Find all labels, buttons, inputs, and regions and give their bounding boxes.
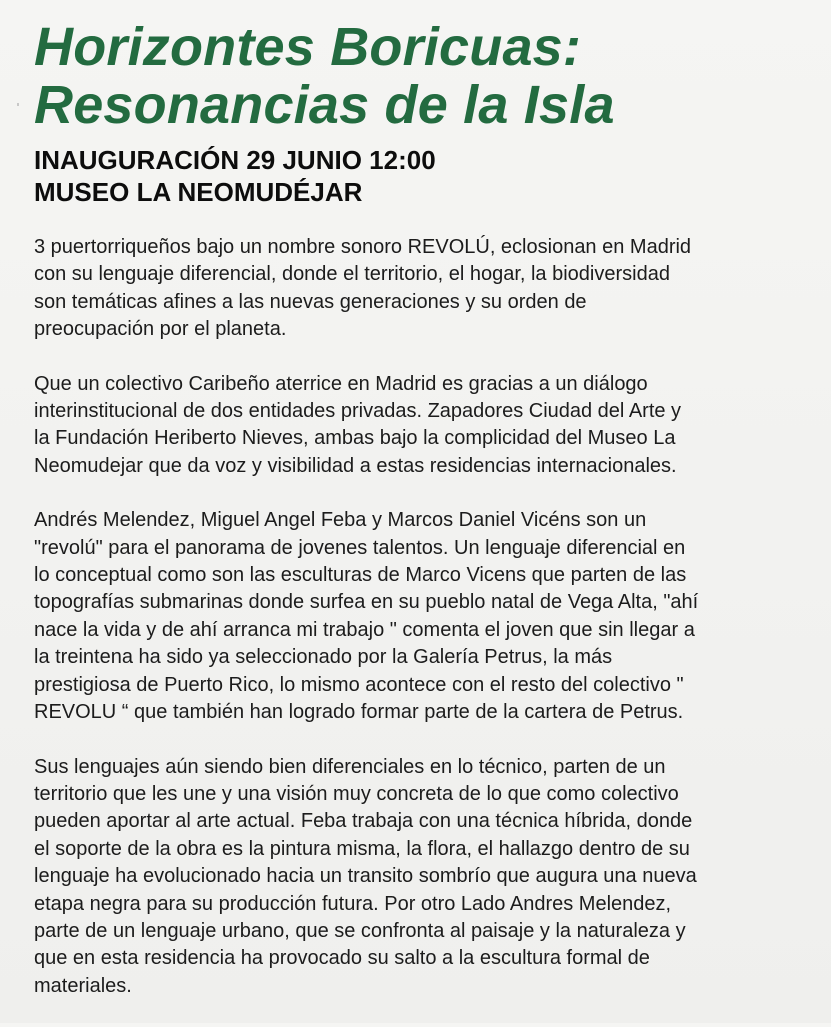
paper-speck xyxy=(17,103,19,106)
text-line: etapa negra para su producción futura. Por otro Lado Andres Melendez, xyxy=(34,892,672,915)
text-line: REVOLU “ que también han logrado formar parte de la cartera de Petrus. xyxy=(34,701,684,724)
document-page xyxy=(34,18,824,1027)
event-subtitle xyxy=(34,144,824,208)
opening-date-line: INAUGURACIÓN 29 JUNIO 12:00 xyxy=(34,145,436,175)
text-line: parte de un lenguaje urbano, que se confronta al paisaje y la naturaleza y xyxy=(34,919,686,942)
article-body xyxy=(34,234,824,1000)
text-line: pueden aportar al arte actual. Feba trabaja con una técnica híbrida, donde xyxy=(34,810,693,833)
paragraph-2 xyxy=(34,371,824,481)
text-line: el soporte de la obra es la pintura misma, la flora, el hallazgo dentro de su xyxy=(34,837,690,860)
text-line: nace la vida y de ahí arranca mi trabajo " comenta el joven que sin llegar a xyxy=(34,618,695,641)
text-line: 3 puertorriqueños bajo un nombre sonoro REVOLÚ, eclosionan en Madrid xyxy=(34,236,692,258)
paragraph-1 xyxy=(34,234,824,344)
paragraph-4 xyxy=(34,754,824,1001)
text-line: "revolú" para el panorama de jovenes talentos. Un lenguaje diferencial en xyxy=(34,536,686,559)
text-line: materiales. xyxy=(34,974,132,997)
text-line: lenguaje ha evolucionado hacia un transito sombrío que augura una nueva xyxy=(34,865,697,888)
paragraph-3 xyxy=(34,507,824,726)
text-line: con su lenguaje diferencial, donde el territorio, el hogar, la biodiversidad xyxy=(34,263,670,286)
text-line: prestigiosa de Puerto Rico, lo mismo acontece con el resto del colectivo " xyxy=(34,673,684,696)
text-line: Sus lenguajes aún siendo bien diferenciales en lo técnico, parten de un xyxy=(34,755,666,778)
title-line-1: Horizontes Boricuas: xyxy=(34,17,582,77)
text-line: interinstitucional de dos entidades privadas. Zapadores Ciudad del Arte y xyxy=(34,400,682,423)
text-line: Neomudejar que da voz y visibilidad a estas residencias internacionales. xyxy=(34,454,677,477)
text-line: preocupación por el planeta. xyxy=(34,318,287,341)
text-line: lo conceptual como son las esculturas de Marco Vicens que parten de las xyxy=(34,564,687,587)
text-line: son temáticas afines a las nuevas generaciones y su orden de xyxy=(34,290,587,313)
text-line: Andrés Melendez, Miguel Angel Feba y Marcos Daniel Vicéns son un xyxy=(34,509,647,532)
text-line: territorio que les une y una visión muy concreta de lo que como colectivo xyxy=(34,782,679,805)
text-line: Que un colectivo Caribeño aterrice en Madrid es gracias a un diálogo xyxy=(34,372,648,395)
page-title xyxy=(34,18,824,134)
text-line: que en esta residencia ha provocado su salto a la escultura formal de xyxy=(34,947,650,970)
venue-line: MUSEO LA NEOMUDÉJAR xyxy=(34,177,363,207)
title-line-2: Resonancias de la Isla xyxy=(34,75,615,135)
text-line: la treintena ha sido ya seleccionado por la Galería Petrus, la más xyxy=(34,646,613,669)
text-line: topografías submarinas donde surfea en su pueblo natal de Vega Alta, "ahí xyxy=(34,591,699,614)
text-line: la Fundación Heriberto Nieves, ambas bajo la complicidad del Museo La xyxy=(34,427,676,450)
